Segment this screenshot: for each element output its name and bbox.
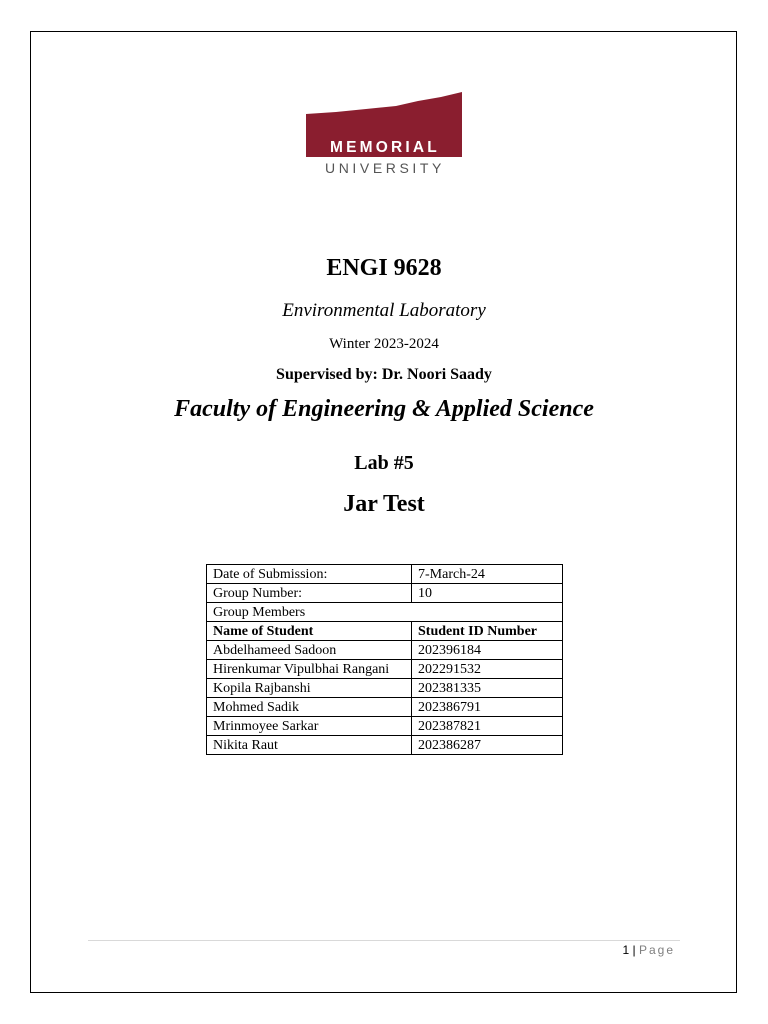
supervisor: Supervised by: Dr. Noori Saady bbox=[276, 366, 492, 383]
page-word: Page bbox=[638, 943, 675, 957]
footer-divider bbox=[88, 940, 680, 941]
student-name: Abdelhameed Sadoon bbox=[207, 641, 412, 660]
student-id: 202386287 bbox=[412, 736, 563, 755]
student-id: 202396184 bbox=[412, 641, 563, 660]
column-header-id: Student ID Number bbox=[412, 622, 563, 641]
logo-wordmark-university: UNIVERSITY bbox=[324, 160, 445, 176]
table-row bbox=[207, 565, 563, 584]
submission-date-label: Date of Submission: bbox=[207, 565, 412, 584]
student-name: Mohmed Sadik bbox=[207, 698, 412, 717]
table-row bbox=[207, 660, 563, 679]
column-header-name: Name of Student bbox=[207, 622, 412, 641]
course-code: ENGI 9628 bbox=[326, 255, 442, 281]
student-id: 202291532 bbox=[412, 660, 563, 679]
group-number-value: 10 bbox=[412, 584, 563, 603]
table-row bbox=[207, 698, 563, 717]
group-members-label: Group Members bbox=[207, 603, 563, 622]
logo-wordmark-memorial: MEMORIAL bbox=[330, 139, 440, 156]
footer-separator: | bbox=[632, 943, 636, 957]
table-row bbox=[207, 584, 563, 603]
page-footer bbox=[622, 943, 675, 957]
student-name: Mrinmoyee Sarkar bbox=[207, 717, 412, 736]
page-number: 1 bbox=[622, 943, 630, 957]
submission-info-table bbox=[206, 564, 563, 755]
report-title: Jar Test bbox=[343, 491, 425, 517]
student-id: 202387821 bbox=[412, 717, 563, 736]
table-row bbox=[207, 736, 563, 755]
table-header-row bbox=[207, 622, 563, 641]
term: Winter 2023-2024 bbox=[329, 336, 439, 352]
student-id: 202381335 bbox=[412, 679, 563, 698]
student-name: Kopila Rajbanshi bbox=[207, 679, 412, 698]
student-name: Hirenkumar Vipulbhai Rangani bbox=[207, 660, 412, 679]
student-name: Nikita Raut bbox=[207, 736, 412, 755]
lab-number: Lab #5 bbox=[354, 452, 414, 474]
table-row bbox=[207, 603, 563, 622]
university-logo bbox=[306, 92, 464, 178]
group-number-label: Group Number: bbox=[207, 584, 412, 603]
faculty-name: Faculty of Engineering & Applied Science bbox=[174, 396, 594, 422]
submission-date-value: 7-March-24 bbox=[412, 565, 563, 584]
course-subtitle: Environmental Laboratory bbox=[282, 300, 486, 321]
table-row bbox=[207, 679, 563, 698]
student-id: 202386791 bbox=[412, 698, 563, 717]
table-row bbox=[207, 641, 563, 660]
table-row bbox=[207, 717, 563, 736]
